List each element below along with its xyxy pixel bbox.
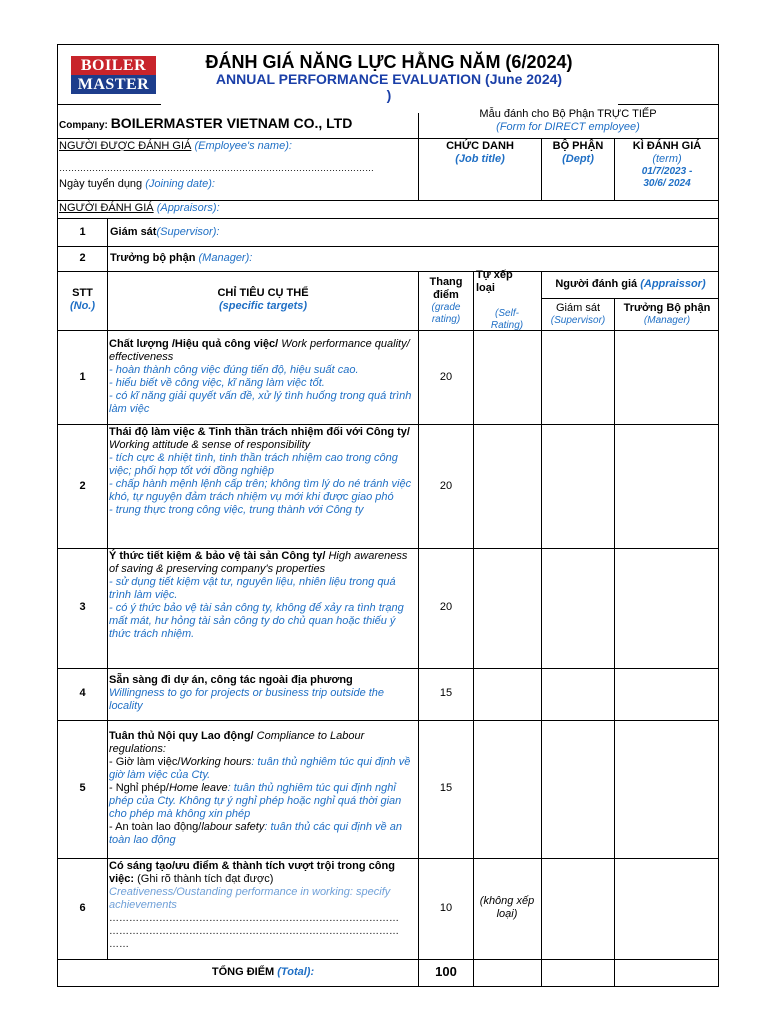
joining-date-field[interactable] [59, 178, 417, 191]
form-type-vn: Mẫu đánh cho Bộ Phận TRỰC TIẾP [479, 108, 657, 120]
appraiser-no-2: 2 [79, 252, 86, 264]
col-grade-2: điểm [433, 289, 459, 301]
self-rating-total[interactable] [474, 960, 541, 987]
criterion-1-point-2: - hiểu biết về công việc, kĩ năng làm việc tốt. [109, 377, 325, 389]
supervisor-rating-total[interactable] [542, 960, 614, 987]
appraisers-label: NGƯỜI ĐÁNH GIÁ [59, 202, 154, 214]
criterion-4-point-1: Willingness to go for projects or business trip outside the locality [109, 687, 385, 712]
criterion-2-title: Thái độ làm việc & Tinh thần trách nhiệm đối với Công ty/ [109, 426, 410, 438]
achievement-dots-2[interactable]: …………………………………………………………………………… [109, 926, 399, 937]
criterion-3-title: Ý thức tiết kiệm & bảo vệ tài sản Công ty/ [109, 550, 326, 562]
criterion-1-title: Chất lượng /Hiệu quả công việc/ [109, 338, 279, 350]
row-no-1: 1 [79, 371, 86, 383]
total-label-en: (Total): [277, 966, 315, 978]
dept-label-en: (Dept) [562, 153, 594, 165]
col-self-2: loại [476, 282, 495, 294]
appraiser-no-1: 1 [79, 226, 86, 238]
company-label: Company: [59, 120, 108, 131]
supervisor-rating-1[interactable] [542, 331, 614, 424]
criterion-2-point-2: - chấp hành mệnh lệnh cấp trên; không tìm lý do né tránh việc khó, tự nguyện đảm trách nhiệm vụ mới khi được giao phó [109, 478, 412, 503]
manager-field[interactable] [110, 252, 410, 265]
employee-name-label: NGƯỜI ĐƯỢC ĐÁNH GIÁ [59, 140, 192, 152]
logo-line1: BOILER [80, 57, 147, 74]
title-en-tail: ) [386, 87, 392, 103]
title-vn: ĐÁNH GIÁ NĂNG LỰC HẰNG NĂM (6/2024) [205, 52, 573, 72]
criterion-6 [109, 860, 415, 951]
term-range-start: 01/7/2023 - [641, 166, 693, 177]
company-row [59, 112, 417, 137]
appraisers-label-row [59, 202, 659, 215]
total-label [108, 966, 418, 979]
col-appraisor-en: (Appraissor) [640, 278, 706, 290]
col-supervisor: Giám sát [555, 302, 600, 314]
criterion-1-title-en: Work performance quality/ effectiveness [109, 338, 410, 363]
criterion-5-title-en: Compliance to Labour regulations: [109, 730, 365, 755]
supervisor-field[interactable] [110, 226, 410, 239]
manager-label-en: (Manager): [198, 252, 253, 264]
self-rating-note-6: (không xếp loại) [479, 895, 535, 920]
appraisers-label-en: (Appraisors): [156, 202, 220, 214]
criterion-3-point-1: - sử dụng tiết kiệm vật tư, nguyên liệu, nhiên liệu trong quá trình làm việc. [109, 576, 396, 601]
supervisor-label: Giám sát [110, 226, 157, 238]
criterion-6-point-1: Creativeness/Oustanding performance in working: specify achievements [109, 886, 391, 911]
criterion-6-title: Có sáng tạo/ưu điểm & thành tích vượt trội trong công việc: [109, 860, 395, 885]
col-self-en-2: Rating) [490, 320, 524, 330]
col-supervisor-en: (Supervisor) [550, 315, 606, 326]
col-grade: Thang [429, 276, 463, 288]
criterion-3-title-en: High awareness of saving & preserving company's properties [109, 550, 408, 575]
row-no-5: 5 [79, 782, 86, 794]
col-targets-en: (specific targets) [218, 300, 308, 312]
criterion-2-point-3: - trung thực trong công việc, trung thành với Công ty [109, 504, 364, 516]
row-no-6: 6 [79, 902, 86, 914]
criterion-5-sub-2: - Nghỉ phép/Home leave: tuân thủ nghiêm túc qui định nghỉ phép của Cty. Không tự ý nghỉ phép hoặc nghỉ quá thời gian cho phép mà không xin phép [109, 782, 402, 820]
grade-5: 15 [439, 782, 453, 794]
company-logo [71, 56, 156, 94]
criterion-3-point-2: - có ý thức bảo vệ tài sản công ty, không để xảy ra tình trạng mất mát, hư hỏng tài sản công ty do chủ quan hoặc thiếu ý thức trách nhiệm. [109, 602, 404, 640]
criterion-5-sub-3: - An toàn lao động/labour safety: tuân thủ các qui định về an toàn lao động [109, 821, 402, 846]
criterion-4-title: Sẵn sàng đi dự án, công tác ngoài địa phương [109, 674, 353, 686]
criterion-4 [109, 674, 415, 713]
grade-1: 20 [439, 371, 453, 383]
criterion-3 [109, 550, 415, 641]
criterion-1-point-3: - có kĩ năng giải quyết vấn đề, xử lý tình huống trong quá trình làm việc [109, 390, 412, 415]
title-en: ANNUAL PERFORMANCE EVALUATION (June 2024) [215, 71, 563, 87]
col-self-en: (Self- [495, 308, 519, 319]
supervisor-label-en: (Supervisor): [156, 226, 220, 238]
col-stt: STT [72, 287, 93, 299]
criterion-5 [109, 730, 415, 847]
joining-date-label: Ngày tuyển dụng [59, 178, 143, 190]
term-range-end: 30/6/ 2024 [643, 178, 691, 189]
dept-label: BỘ PHẬN [552, 140, 604, 152]
term-label-en: (term) [652, 153, 682, 165]
criterion-2-point-1: - tích cực & nhiệt tình, tinh thần trách nhiệm cao trong công việc; phối hợp tốt với đồng nghiệp [109, 452, 398, 477]
row-no-4: 4 [79, 687, 86, 699]
employee-name-dots: …………………………………………………………………………………………… [59, 163, 374, 173]
criterion-1 [109, 338, 415, 416]
criterion-6-title-note: (Ghi rõ thành tích đạt được) [134, 873, 274, 885]
form-type-en: (Form for DIRECT employee) [496, 121, 640, 133]
grade-3: 20 [439, 601, 453, 613]
manager-label: Trưởng bộ phận [110, 252, 196, 264]
manager-rating-1[interactable] [615, 331, 719, 424]
col-grade-en: (grade [431, 302, 461, 313]
col-appraisor [542, 278, 719, 291]
criterion-2-title-en: Working attitude & sense of responsibility [109, 439, 311, 451]
employee-name-field[interactable] [59, 140, 417, 153]
job-title-label-en: (Job title) [455, 153, 505, 165]
criterion-5-sub-1: - Giờ làm việc/Working hours: tuân thủ nghiêm túc qui định về giờ làm việc của Cty. [109, 756, 411, 781]
grade-4: 15 [439, 687, 453, 699]
col-stt-en: (No.) [69, 300, 96, 312]
criterion-5-title: Tuân thủ Nội quy Lao động/ [109, 730, 254, 742]
row-no-2: 2 [79, 480, 86, 492]
grade-6: 10 [439, 902, 453, 914]
col-grade-en-2: rating) [431, 314, 461, 325]
col-targets: CHỈ TIÊU CỤ THỂ [217, 287, 309, 299]
col-self: Tự xếp [476, 269, 513, 281]
row-no-3: 3 [79, 601, 86, 613]
col-manager: Trưởng Bộ phận [623, 302, 711, 314]
criterion-2 [109, 426, 415, 517]
joining-date-label-en: (Joining date): [145, 178, 215, 190]
col-manager-en: (Manager) [643, 315, 691, 326]
achievement-dots-3[interactable]: …… [109, 939, 129, 950]
achievement-dots-1[interactable]: …………………………………………………………………………… [109, 913, 399, 924]
self-rating-1[interactable] [474, 331, 541, 424]
term-label: KÌ ĐÁNH GIÁ [632, 140, 702, 152]
total-label-vn: TỔNG ĐIỂM [211, 966, 275, 978]
grade-2: 20 [439, 480, 453, 492]
col-appraisor-vn: Người đánh giá [555, 278, 638, 290]
criterion-1-point-1: - hoàn thành công việc đúng tiến độ, hiệu suất cao. [109, 364, 359, 376]
job-title-label: CHỨC DANH [446, 140, 514, 152]
total-value: 100 [435, 964, 457, 979]
company-name: BOILERMASTER VIETNAM CO., LTD [110, 115, 353, 131]
logo-line2: MASTER [77, 76, 150, 93]
employee-name-label-en: (Employee's name): [194, 140, 292, 152]
manager-rating-total[interactable] [615, 960, 719, 987]
